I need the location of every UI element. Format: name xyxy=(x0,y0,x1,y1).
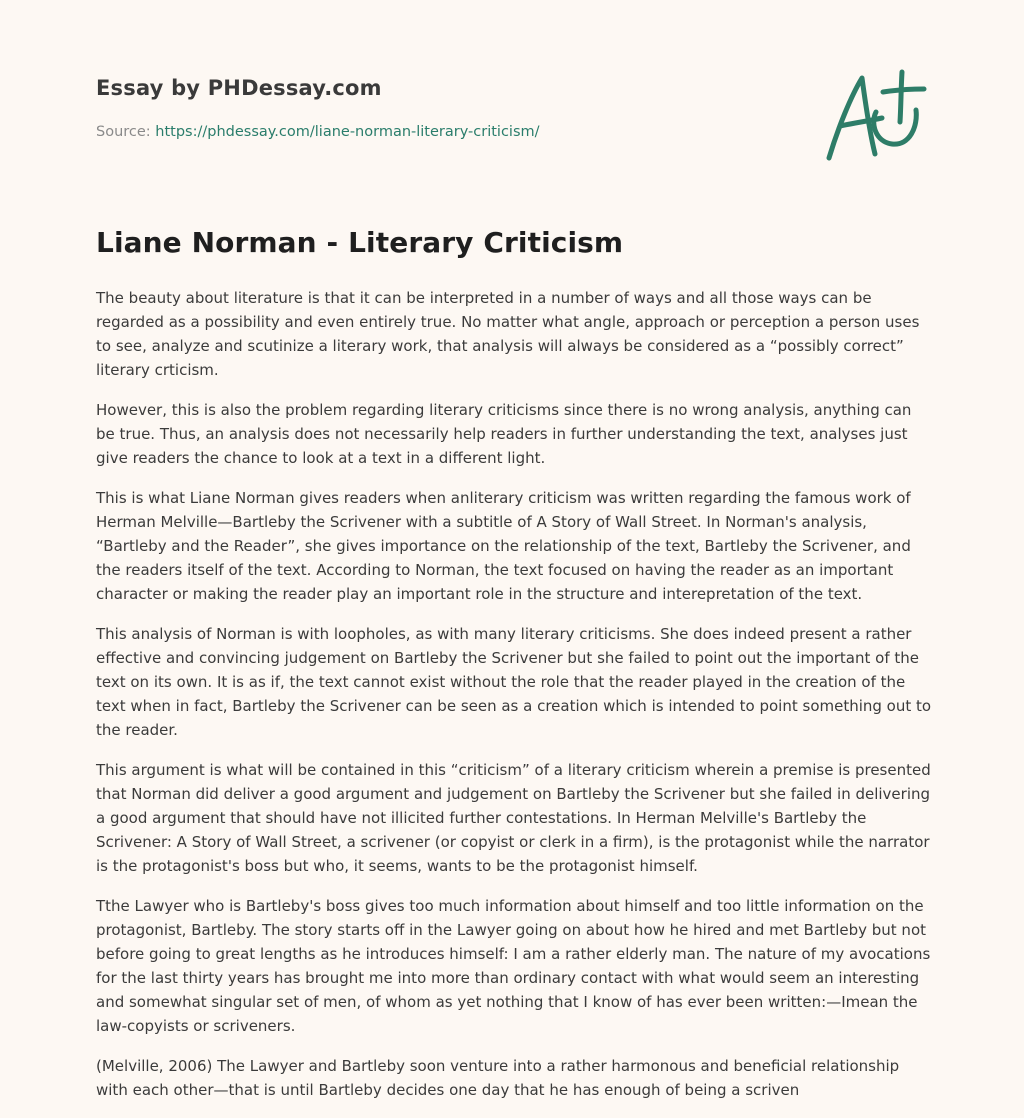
essay-paragraph: This argument is what will be contained in this “criticism” of a literary criticism wherein a premise is presented that Norman did deliver a good argument and judgement on Bartleby the Scrivener but she failed in delivering a good argument that should have not illicited further contestations. In Herman Melville's Bartleby the Scrivener: A Story of Wall Street, a scrivener (or copyist or clerk in a firm), is the protagonist while the narrator is the protagonist's boss but who, it seems, wants to be the protagonist himself. xyxy=(96,761,931,875)
site-title: Essay by PHDessay.com xyxy=(96,76,382,100)
essay-body xyxy=(96,286,932,1118)
source-link[interactable]: https://phdessay.com/liane-norman-literary-criticism/ xyxy=(155,124,540,140)
essay-paragraph: This is what Liane Norman gives readers when anliterary criticism was written regarding the famous work of Herman Melville—Bartleby the Scrivener with a subtitle of A Story of Wall Street. In Norman's analysis, “Bartleby and the Reader”, she gives importance on the relationship of the text, Bartleby the Scrivener, and the readers itself of the text. According to Norman, the text focused on having the reader as an important character or making the reader play an important role in the structure and interepretation of the text. xyxy=(96,489,911,603)
essay-paragraph: Tthe Lawyer who is Bartleby's boss gives too much information about himself and too little information on the protagonist, Bartleby. The story starts off in the Lawyer going on about how he hired and met Bartleby but not before going to great lengths as he introduces himself: I am a rather elderly man. The nature of my avocations for the last thirty years has brought me into more than ordinary contact with what would seem an interesting and somewhat singular set of men, of whom as yet nothing that I know of has ever been written:—Imean the law-copyists or scriveners. xyxy=(96,897,931,1035)
source-label: Source: xyxy=(96,124,151,140)
essay-title: Liane Norman - Literary Criticism xyxy=(96,226,624,259)
a-plus-logo-icon xyxy=(816,66,932,168)
essay-paragraph: However, this is also the problem regarding literary criticisms since there is no wrong analysis, anything can be true. Thus, an analysis does not necessarily help readers in further understanding the text, analyses just give readers the chance to look at a text in a different light. xyxy=(96,401,912,467)
essay-paragraph: (Melville, 2006) The Lawyer and Bartleby soon venture into a rather harmonous and beneficial relationship with each other—that is until Bartleby decides one day that he has enough of being a scriven xyxy=(96,1057,900,1099)
source-line xyxy=(96,124,540,140)
essay-paragraph: The beauty about literature is that it can be interpreted in a number of ways and all those ways can be regarded as a possibility and even entirely true. No matter what angle, approach or perception a person uses to see, analyze and scutinize a literary work, that analysis will always be considered as a “possibly correct” literary crticism. xyxy=(96,289,920,379)
essay-paragraph: This analysis of Norman is with loopholes, as with many literary criticisms. She does indeed present a rather effective and convincing judgement on Bartleby the Scrivener but she failed to point out the important of the text on its own. It is as if, the text cannot exist without the role that the reader played in the creation of the text when in fact, Bartleby the Scrivener can be seen as a creation which is intended to point something out to the reader. xyxy=(96,625,932,739)
